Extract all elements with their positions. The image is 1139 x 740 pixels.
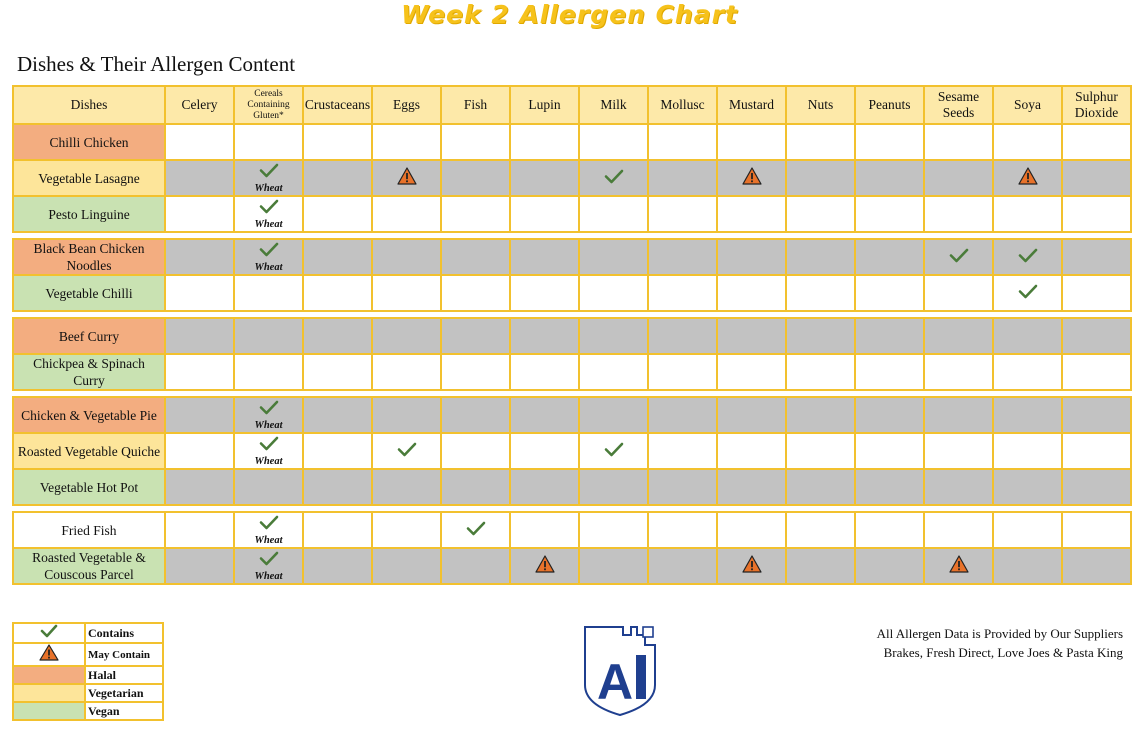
allergen-cell-mollusc [648, 196, 717, 232]
check-icon [259, 400, 279, 419]
legend-label-contains: Contains [85, 623, 163, 643]
allergen-cell-milk [579, 512, 648, 548]
allergen-cell-sulphur [1062, 469, 1131, 505]
allergen-table [12, 85, 1132, 585]
allergen-cell-crustaceans [303, 354, 372, 390]
allergen-cell-eggs [372, 469, 441, 505]
col-header: Soya [993, 86, 1062, 124]
allergen-cell-milk [579, 469, 648, 505]
wheat-label: Wheat [254, 419, 283, 431]
check-icon [1018, 284, 1038, 303]
allergen-cell-milk [579, 275, 648, 311]
allergen-cell-peanuts [855, 160, 924, 196]
allergen-cell-soya [993, 239, 1062, 275]
allergen-cell-crustaceans [303, 469, 372, 505]
allergen-cell-celery [165, 397, 234, 433]
table-row [13, 469, 1131, 505]
halal-swatch [13, 666, 85, 684]
allergen-cell-peanuts [855, 124, 924, 160]
wheat-label: Wheat [254, 455, 283, 467]
col-header: Cereals Containing Gluten* [234, 86, 303, 124]
allergen-cell-gluten [234, 469, 303, 505]
allergen-cell-sesame [924, 160, 993, 196]
allergen-cell-milk [579, 354, 648, 390]
dish-name: Chicken & Vegetable Pie [13, 397, 165, 433]
allergen-cell-mustard [717, 318, 786, 354]
allergen-cell-celery [165, 196, 234, 232]
allergen-cell-fish [441, 548, 510, 584]
dish-name: Chickpea & Spinach Curry [13, 354, 165, 390]
separator-cell [13, 505, 1131, 512]
warning-icon [742, 555, 762, 577]
legend-row [13, 702, 163, 720]
allergen-cell-milk [579, 196, 648, 232]
allergen-cell-crustaceans [303, 433, 372, 469]
page-subtitle: Dishes & Their Allergen Content [17, 52, 296, 76]
allergen-cell-peanuts [855, 397, 924, 433]
allergen-cell-gluten [234, 124, 303, 160]
allergen-cell-peanuts [855, 275, 924, 311]
table-row [13, 239, 1131, 275]
logo-letter: A [596, 654, 634, 710]
allergen-cell-mollusc [648, 397, 717, 433]
legend-row [13, 643, 163, 666]
allergen-cell-lupin [510, 354, 579, 390]
allergen-cell-sesame [924, 512, 993, 548]
allergen-cell-sesame [924, 397, 993, 433]
group-separator [13, 232, 1131, 239]
wheat-label: Wheat [254, 570, 283, 582]
allergen-cell-gluten [234, 160, 303, 196]
allergen-cell-crustaceans [303, 318, 372, 354]
allergen-cell-peanuts [855, 354, 924, 390]
allergen-cell-soya [993, 124, 1062, 160]
allergen-cell-soya [993, 196, 1062, 232]
allergen-cell-sulphur [1062, 275, 1131, 311]
legend [12, 622, 164, 721]
separator-cell [13, 232, 1131, 239]
allergen-cell-peanuts [855, 239, 924, 275]
legend-row [13, 623, 163, 643]
allergen-cell-sulphur [1062, 433, 1131, 469]
dish-name: Beef Curry [13, 318, 165, 354]
allergen-cell-fish [441, 196, 510, 232]
wheat-label: Wheat [254, 182, 283, 194]
dish-name: Roasted Vegetable Quiche [13, 433, 165, 469]
allergen-cell-mollusc [648, 512, 717, 548]
allergen-cell-nuts [786, 354, 855, 390]
allergen-cell-fish [441, 354, 510, 390]
check-icon [949, 248, 969, 267]
dish-name: Vegetable Lasagne [13, 160, 165, 196]
allergen-cell-gluten [234, 318, 303, 354]
school-logo [583, 625, 657, 722]
allergen-cell-crustaceans [303, 124, 372, 160]
allergen-cell-nuts [786, 239, 855, 275]
table-row [13, 318, 1131, 354]
warning-icon [742, 167, 762, 189]
allergen-cell-peanuts [855, 318, 924, 354]
wheat-label: Wheat [254, 534, 283, 546]
legend-label-may-contain: May Contain [85, 643, 163, 666]
check-icon [259, 551, 279, 570]
allergen-cell-nuts [786, 196, 855, 232]
allergen-cell-sulphur [1062, 397, 1131, 433]
allergen-cell-sesame [924, 196, 993, 232]
check-icon [259, 163, 279, 182]
allergen-cell-eggs [372, 124, 441, 160]
allergen-cell-nuts [786, 275, 855, 311]
allergen-cell-sulphur [1062, 512, 1131, 548]
table-row [13, 275, 1131, 311]
allergen-cell-eggs [372, 239, 441, 275]
allergen-cell-mustard [717, 160, 786, 196]
allergen-cell-lupin [510, 318, 579, 354]
allergen-cell-gluten [234, 397, 303, 433]
allergen-cell-celery [165, 124, 234, 160]
allergen-cell-nuts [786, 318, 855, 354]
allergen-cell-eggs [372, 354, 441, 390]
allergen-cell-eggs [372, 275, 441, 311]
allergen-cell-gluten [234, 433, 303, 469]
allergen-cell-peanuts [855, 469, 924, 505]
allergen-cell-mollusc [648, 548, 717, 584]
table-row [13, 124, 1131, 160]
col-header: Sesame Seeds [924, 86, 993, 124]
legend-label-vegetarian: Vegetarian [85, 684, 163, 702]
separator-cell [13, 390, 1131, 397]
table-body [13, 124, 1131, 584]
allergen-cell-mollusc [648, 354, 717, 390]
allergen-cell-crustaceans [303, 196, 372, 232]
allergen-cell-sesame [924, 433, 993, 469]
allergen-cell-soya [993, 512, 1062, 548]
allergen-cell-celery [165, 469, 234, 505]
allergen-cell-gluten [234, 512, 303, 548]
allergen-cell-mustard [717, 239, 786, 275]
group-separator [13, 311, 1131, 318]
legend-row [13, 666, 163, 684]
page-title: Week 2 Allergen Chart [401, 0, 738, 29]
dish-name: Chilli Chicken [13, 124, 165, 160]
check-icon [604, 169, 624, 188]
allergen-cell-sulphur [1062, 318, 1131, 354]
allergen-cell-milk [579, 397, 648, 433]
warning-icon [1018, 167, 1038, 189]
allergen-cell-sulphur [1062, 124, 1131, 160]
allergen-cell-eggs [372, 433, 441, 469]
allergen-cell-soya [993, 275, 1062, 311]
allergen-cell-mollusc [648, 239, 717, 275]
allergen-cell-fish [441, 239, 510, 275]
allergen-cell-mustard [717, 512, 786, 548]
allergen-cell-mollusc [648, 160, 717, 196]
table-row [13, 160, 1131, 196]
allergen-cell-mustard [717, 469, 786, 505]
allergen-cell-mollusc [648, 469, 717, 505]
warning-icon [949, 555, 969, 577]
dish-name: Pesto Linguine [13, 196, 165, 232]
allergen-cell-soya [993, 354, 1062, 390]
allergen-cell-lupin [510, 275, 579, 311]
allergen-cell-fish [441, 469, 510, 505]
table-row [13, 354, 1131, 390]
col-header: Crustaceans [303, 86, 372, 124]
allergen-cell-gluten [234, 275, 303, 311]
table-row [13, 512, 1131, 548]
col-header: Peanuts [855, 86, 924, 124]
allergen-cell-nuts [786, 512, 855, 548]
col-header: Milk [579, 86, 648, 124]
table-row [13, 397, 1131, 433]
table-row [13, 548, 1131, 584]
allergen-cell-gluten [234, 354, 303, 390]
allergen-cell-sesame [924, 354, 993, 390]
allergen-cell-crustaceans [303, 512, 372, 548]
allergen-cell-sesame [924, 548, 993, 584]
col-header: Mollusc [648, 86, 717, 124]
col-header: Eggs [372, 86, 441, 124]
allergen-cell-eggs [372, 397, 441, 433]
allergen-cell-crustaceans [303, 275, 372, 311]
allergen-cell-sesame [924, 469, 993, 505]
allergen-cell-milk [579, 124, 648, 160]
allergen-cell-fish [441, 512, 510, 548]
dish-name: Vegetable Chilli [13, 275, 165, 311]
col-header: Lupin [510, 86, 579, 124]
allergen-cell-mollusc [648, 318, 717, 354]
allergen-cell-celery [165, 318, 234, 354]
col-header: Nuts [786, 86, 855, 124]
col-header: Fish [441, 86, 510, 124]
table-row [13, 196, 1131, 232]
allergen-cell-soya [993, 318, 1062, 354]
allergen-cell-milk [579, 239, 648, 275]
allergen-cell-lupin [510, 512, 579, 548]
vegetarian-swatch [13, 684, 85, 702]
allergen-cell-mustard [717, 433, 786, 469]
allergen-cell-lupin [510, 196, 579, 232]
col-header: Sulphur Dioxide [1062, 86, 1131, 124]
supplier-note [877, 624, 1123, 662]
allergen-cell-gluten [234, 239, 303, 275]
vegan-swatch [13, 702, 85, 720]
check-icon [259, 199, 279, 218]
allergen-cell-peanuts [855, 196, 924, 232]
allergen-cell-mustard [717, 397, 786, 433]
allergen-cell-eggs [372, 318, 441, 354]
supplier-note-line: Brakes, Fresh Direct, Love Joes & Pasta King [883, 645, 1123, 660]
allergen-cell-mustard [717, 354, 786, 390]
check-icon [259, 436, 279, 455]
allergen-cell-lupin [510, 433, 579, 469]
supplier-note-line: All Allergen Data is Provided by Our Suppliers [876, 626, 1123, 641]
allergen-cell-eggs [372, 512, 441, 548]
allergen-cell-celery [165, 160, 234, 196]
warning-icon [397, 167, 417, 189]
group-separator [13, 390, 1131, 397]
wheat-label: Wheat [254, 218, 283, 230]
allergen-cell-lupin [510, 469, 579, 505]
check-icon [259, 515, 279, 534]
legend-label-vegan: Vegan [85, 702, 163, 720]
legend-label-halal: Halal [85, 666, 163, 684]
allergen-cell-mustard [717, 548, 786, 584]
allergen-cell-fish [441, 124, 510, 160]
col-header: Dishes [13, 86, 165, 124]
allergen-cell-sesame [924, 275, 993, 311]
allergen-cell-nuts [786, 469, 855, 505]
allergen-cell-celery [165, 239, 234, 275]
allergen-cell-fish [441, 433, 510, 469]
allergen-cell-eggs [372, 196, 441, 232]
allergen-cell-milk [579, 433, 648, 469]
allergen-cell-nuts [786, 124, 855, 160]
dish-name: Fried Fish [13, 512, 165, 548]
allergen-cell-peanuts [855, 433, 924, 469]
group-separator [13, 505, 1131, 512]
header-row [13, 86, 1131, 124]
allergen-cell-fish [441, 160, 510, 196]
allergen-cell-sulphur [1062, 239, 1131, 275]
allergen-cell-milk [579, 160, 648, 196]
allergen-cell-sulphur [1062, 548, 1131, 584]
check-icon [1018, 248, 1038, 267]
allergen-cell-mollusc [648, 124, 717, 160]
allergen-cell-mollusc [648, 275, 717, 311]
allergen-cell-nuts [786, 397, 855, 433]
allergen-cell-eggs [372, 160, 441, 196]
wheat-label: Wheat [254, 261, 283, 273]
check-icon [397, 442, 417, 461]
check-icon [259, 242, 279, 261]
legend-row [13, 684, 163, 702]
dish-name: Roasted Vegetable & Couscous Parcel [13, 548, 165, 584]
allergen-cell-mustard [717, 196, 786, 232]
allergen-cell-celery [165, 433, 234, 469]
allergen-cell-soya [993, 433, 1062, 469]
allergen-cell-nuts [786, 160, 855, 196]
allergen-cell-mustard [717, 275, 786, 311]
allergen-cell-mollusc [648, 433, 717, 469]
allergen-cell-nuts [786, 548, 855, 584]
separator-cell [13, 311, 1131, 318]
allergen-cell-lupin [510, 124, 579, 160]
allergen-cell-crustaceans [303, 160, 372, 196]
allergen-cell-gluten [234, 548, 303, 584]
allergen-cell-fish [441, 397, 510, 433]
allergen-cell-crustaceans [303, 548, 372, 584]
allergen-cell-sesame [924, 124, 993, 160]
allergen-cell-celery [165, 275, 234, 311]
check-icon [13, 623, 85, 643]
allergen-cell-lupin [510, 239, 579, 275]
allergen-cell-crustaceans [303, 397, 372, 433]
check-icon [466, 521, 486, 540]
warning-icon [535, 555, 555, 577]
allergen-cell-eggs [372, 548, 441, 584]
allergen-cell-lupin [510, 548, 579, 584]
allergen-cell-lupin [510, 397, 579, 433]
allergen-cell-crustaceans [303, 239, 372, 275]
allergen-cell-soya [993, 548, 1062, 584]
col-header: Mustard [717, 86, 786, 124]
allergen-cell-sulphur [1062, 196, 1131, 232]
allergen-cell-mustard [717, 124, 786, 160]
table-row [13, 433, 1131, 469]
dish-name: Vegetable Hot Pot [13, 469, 165, 505]
allergen-cell-gluten [234, 196, 303, 232]
allergen-cell-sesame [924, 318, 993, 354]
allergen-cell-nuts [786, 433, 855, 469]
allergen-cell-lupin [510, 160, 579, 196]
dish-name: Black Bean Chicken Noodles [13, 239, 165, 275]
allergen-cell-soya [993, 397, 1062, 433]
warning-icon [13, 643, 85, 666]
allergen-cell-fish [441, 318, 510, 354]
allergen-cell-soya [993, 160, 1062, 196]
allergen-cell-sulphur [1062, 354, 1131, 390]
allergen-cell-peanuts [855, 512, 924, 548]
allergen-cell-soya [993, 469, 1062, 505]
col-header: Celery [165, 86, 234, 124]
allergen-cell-milk [579, 318, 648, 354]
allergen-cell-milk [579, 548, 648, 584]
check-icon [604, 442, 624, 461]
allergen-cell-sulphur [1062, 160, 1131, 196]
allergen-cell-sesame [924, 239, 993, 275]
allergen-cell-celery [165, 548, 234, 584]
allergen-cell-celery [165, 512, 234, 548]
allergen-cell-celery [165, 354, 234, 390]
allergen-cell-fish [441, 275, 510, 311]
allergen-cell-peanuts [855, 548, 924, 584]
